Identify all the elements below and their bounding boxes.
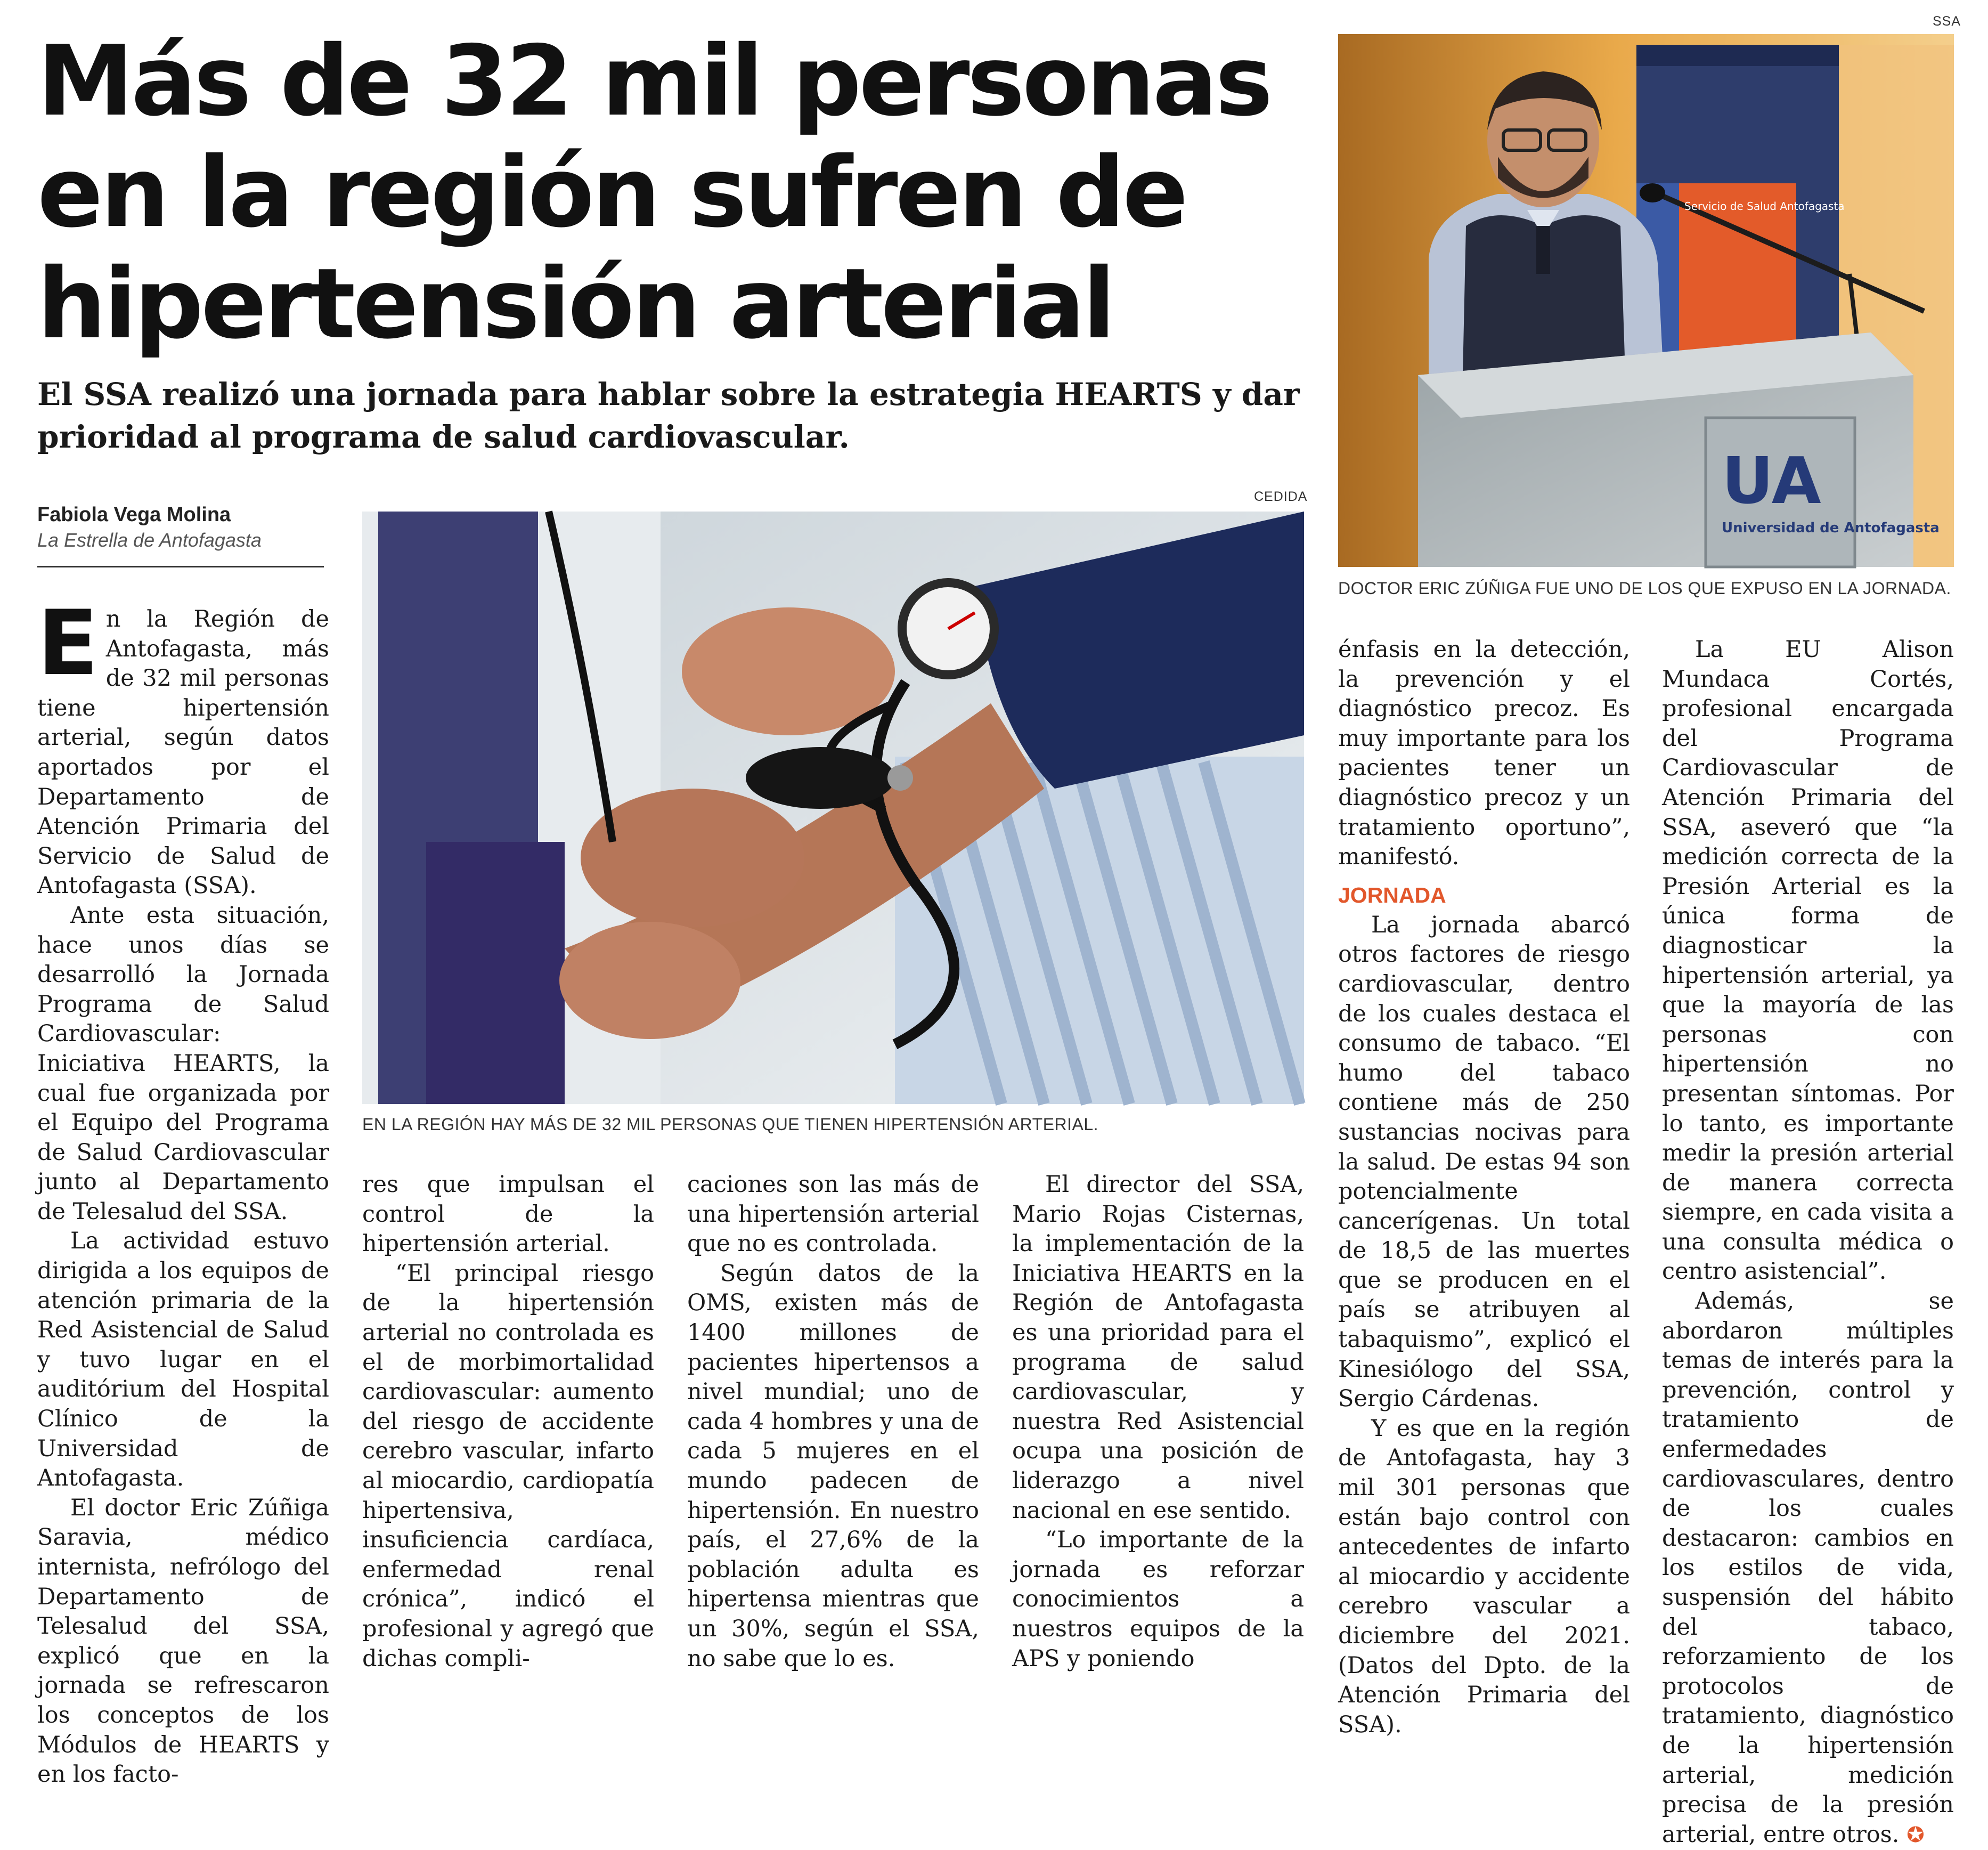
dropcap: E — [37, 591, 99, 695]
paragraph: Y es que en la región de Antofagasta, hay 3 mil 301 personas que están bajo control con antecedentes de infarto al miocardio y accidente cerebro vascular a diciembre del 2021. (Datos del Dpto. de la Atención Primaria del SSA). — [1338, 1415, 1630, 1738]
paragraph: “Lo importante de la jornada es reforzar conocimientos a nuestros equipos de la APS y poniendo — [1012, 1527, 1304, 1672]
paragraph: “El principal riesgo de la hipertensión arterial no controlada es el de morbimortalidad cardiovascular: aumento del riesgo de accidente cerebro vascular, infarto al miocardio, cardiopatía hipertensiva, insuficiencia cardíaca, enfermedad renal crónica”, indicó el profesional y agregó que dichas compli- — [362, 1260, 654, 1672]
paragraph: caciones son las más de una hipertensión arterial que no es controlada. — [687, 1171, 979, 1257]
section-heading-jornada: JORNADA — [1338, 882, 1446, 907]
podium-logo-sub: Universidad de Antofagasta — [1722, 520, 1940, 536]
paragraph: res que impulsan el control de la hipertensión arterial. — [362, 1171, 654, 1257]
article-column-6 — [1662, 635, 1954, 1850]
article-column-1 — [37, 591, 329, 1790]
caption-speaker: DOCTOR ERIC ZÚÑIGA FUE UNO DE LOS QUE EXPUSO EN LA JORNADA. — [1338, 579, 1951, 598]
paragraph: La actividad estuvo dirigida a los equipos de atención primaria de la Red Asistencial de Salud y tuvo lugar en el auditórium del Hospital Clínico de la Universidad de Antofagasta. — [37, 1228, 329, 1492]
end-of-article-icon: ✪ — [1906, 1822, 1925, 1847]
caption-main: EN LA REGIÓN HAY MÁS DE 32 MIL PERSONAS QUE TIENEN HIPERTENSIÓN ARTERIAL. — [362, 1115, 1099, 1134]
subheadline: El SSA realizó una jornada para hablar sobre la estrategia HEARTS y dar prioridad al programa de salud cardiovascular. — [37, 376, 1300, 455]
paragraph: El director del SSA, Mario Rojas Cisternas, la implementación de la Iniciativa HEARTS en la Región de Antofagasta es una prioridad para el programa de salud cardiovascular, y nuestra Red Asistencial ocupa una posición de liderazgo a nivel nacional en ese sentido. — [1012, 1171, 1304, 1524]
article-column-5 — [1338, 635, 1630, 1740]
paragraph-text: Además, se abordaron múltiples temas de interés para la prevención, control y tratamiento de enfermedades cardiovasculares, dentro de los cuales destacaron: cambios en los estilos de vida, suspensión del hábito del tabaco, reforzamiento de los protocolos de tratamiento, diagnóstico de la hipertensión arterial, medición precisa de la presión arterial, entre otros. — [1662, 1288, 1954, 1848]
byline-outlet: La Estrella de Antofagasta — [37, 529, 262, 551]
speaker-photo — [1338, 34, 1954, 567]
article-column-3 — [687, 1170, 979, 1674]
article-column-4 — [1012, 1170, 1304, 1674]
headline: Más de 32 mil personas en la región sufren de hipertensión arterial — [37, 25, 1270, 360]
paragraph: La EU Alison Mundaca Cortés, profesional encargada del Programa Cardiovascular de Atención Primaria del SSA, aseveró que “la medición correcta de la Presión Arterial es la única forma de diagnosticar la hipertensión arterial, ya que la mayoría de las personas con hipertensión no presentan síntomas. Por lo tanto, es importante medir la presión arterial de manera correcta siempre, en cada visita a una consulta médica o centro asistencial”. — [1662, 636, 1954, 1285]
paragraph: énfasis en la detección, la prevención y el diagnóstico precoz. Es muy importante para los pacientes tener un diagnóstico precoz y un tratamiento oportuno”, manifestó. — [1338, 636, 1630, 871]
article-column-2 — [362, 1170, 654, 1674]
podium-logo: UA — [1722, 444, 1821, 518]
paragraph: Según datos de la OMS, existen más de 1400 millones de pacientes hipertensos a nivel mundial; uno de cada 4 hombres y una de cada 5 mujeres en el mundo padecen de hipertensión. En nuestro país, el 27,6% de la población adulta es hipertensa mientras que un 30%, según el SSA, no sabe que lo es. — [687, 1260, 979, 1672]
photo-credit-ssa: SSA — [1933, 14, 1961, 29]
banner-text: Servicio de Salud Antofagasta — [1684, 200, 1845, 213]
byline-author: Fabiola Vega Molina — [37, 504, 231, 526]
paragraph: n la Región de Antofagasta, más de 32 mil personas tiene hipertensión arterial, según datos aportados por el Departamento de Atención Primaria del Servicio de Salud de Antofagasta (SSA). — [37, 606, 329, 899]
byline-divider — [37, 566, 324, 567]
paragraph-last — [1662, 1287, 1954, 1850]
paragraph: El doctor Eric Zúñiga Saravia, médico internista, nefrólogo del Departamento de Telesalud del SSA, explicó que en la jornada se refrescaron los conceptos de los Módulos de HEARTS y en los facto- — [37, 1494, 329, 1788]
paragraph: La jornada abarcó otros factores de riesgo cardiovascular, dentro de los cuales destaca el consumo de tabaco. “El humo del tabaco contiene más de 250 sustancias nocivas para la salud. De estas 94 son potencialmente cancerígenas. Un total de 18,5 de las muertes que se producen en el país se atribuyen al tabaquismo”, explicó el Kinesiólogo del SSA, Sergio Cárdenas. — [1338, 911, 1630, 1413]
paragraph: Ante esta situación, hace unos días se desarrolló la Jornada Programa de Salud Cardiovascular: Iniciativa HEARTS, la cual fue organizada por el Equipo del Programa de Salud Cardiovascular junto al Departamento de Telesalud del SSA. — [37, 902, 329, 1225]
blood-pressure-photo — [362, 512, 1304, 1104]
photo-credit-cedida: CEDIDA — [1254, 489, 1308, 504]
